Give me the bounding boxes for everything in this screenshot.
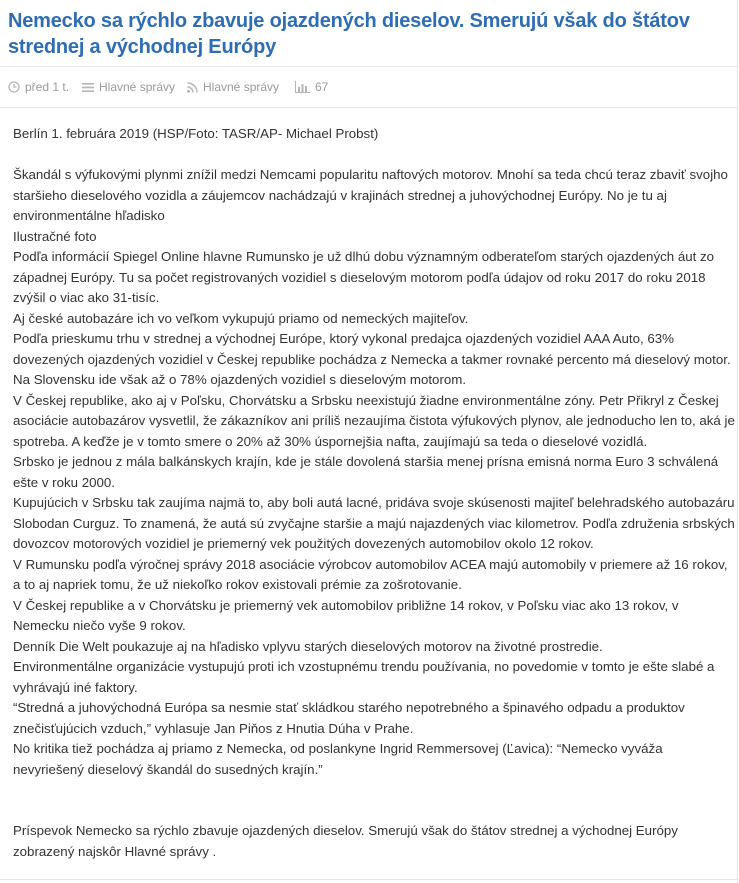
article-meta — [0, 67, 737, 108]
body-paragraph: Kupujúcich v Srbsku tak zaujíma najmä to, aby boli autá lacné, pridáva svoje skúsenosti majiteľ belehradského autobazáru Slobodan Curguz. To znamená, že autá sú zvyčajne staršie a majú najazdených viac kilometrov. Podľa združenia srbských dovozcov motorových vozidiel je priemerný vek použitých dovezených automobilov okolo 12 rokov. — [13, 495, 735, 551]
meta-feed-label[interactable]: Hlavné správy — [203, 80, 280, 94]
meta-views — [295, 80, 328, 94]
body-paragraph: V Rumunsku podľa výročnej správy 2018 asociácie výrobcov automobilov ACEA majú automobily v priemere až 16 rokov, a to aj napriek tomu, že už niekoľko rokov existovali prémie za zošrotovanie. — [13, 556, 728, 592]
bar-chart-icon — [295, 81, 310, 93]
article-header — [0, 0, 737, 67]
paragraph-spacer — [13, 801, 735, 822]
meta-feed-link[interactable] — [187, 80, 279, 94]
paragraph-spacer — [13, 780, 735, 801]
photo-caption: Ilustračné foto — [13, 228, 97, 244]
body-paragraph: Podľa informácií Spiegel Online hlavne Rumunsko je už dlhú dobu významným odberateľom starých ojazdených áut zo západnej Európy. Tu sa počet registrovaných vozidiel s dieselovým motorom podľa údajov od roku 2017 do roku 2018 zvýšil o viac ako 31-tisíc. — [13, 249, 715, 305]
content-border — [0, 879, 737, 880]
body-paragraph: V Českej republike, ako aj v Poľsku, Chorvátsku a Srbsku neexistujú žiadne environmentálne zóny. Petr Přikryl z Českej asociácie autobazárov vysvetlil, že zákazníkov ani príliš nezaujíma čistota výfukových plynov, ale jednoducho len to, aká je spotreba. A keďže je v tomto smere o 20% až 30% úspornejšia nafta, zaujímajú sa teda o dieselové vozidlá. — [13, 392, 735, 449]
rss-icon — [187, 82, 198, 93]
body-paragraph: Škandál s výfukovými plynmi znížil medzi Nemcami popularitu naftových motorov. Mnohí sa teda chcú teraz zbaviť svojho staršieho dieselového vozidla a záujemcov nachádzajú v krajinách strednej a juhovýchodnej Európy. No je tu aj environmentálne hľadisko — [13, 167, 728, 223]
article-dateline: Berlín 1. februára 2019 (HSP/Foto: TASR/AP- Michael Probst) — [13, 126, 379, 141]
body-paragraph: Environmentálne organizácie vystupujú proti ich vzostupnému trendu používania, no povedomie v tomto je ešte slabé a vyhrávajú iné faktory. — [13, 659, 715, 695]
article-title[interactable]: Nemecko sa rýchlo zbavuje ojazdených dieselov. Smerujú však do štátov strednej a východnej Európy — [8, 10, 690, 58]
body-paragraph: No kritika tiež pochádza aj priamo z Nemecka, od poslankyne Ingrid Remmersovej (Ľavica): “Nemecko vyváža nevyriešený dieselový škandál do susedných krajín.” — [13, 741, 663, 777]
meta-category-label[interactable]: Hlavné správy — [99, 80, 176, 94]
meta-views-count: 67 — [315, 80, 329, 94]
meta-time-label: před 1 t. — [25, 80, 70, 94]
body-paragraph: Denník Die Welt poukazuje aj na hľadisko vplyvu starých dieselových motorov na životné prostredie. — [13, 638, 603, 654]
body-paragraph: Srbsko je jednou z mála balkánskych krajín, kde je stále dovolená staršia menej prísna emisná norma Euro 3 schválená ešte v roku 2000. — [13, 454, 719, 490]
article-footer-note: Príspevok Nemecko sa rýchlo zbavuje ojazdených dieselov. Smerujú však do štátov strednej a východnej Európy zobrazený najskôr Hlavné správy . — [13, 823, 678, 859]
meta-category-link[interactable] — [82, 80, 175, 94]
content-border — [737, 0, 738, 883]
article-body — [13, 124, 735, 862]
body-paragraph: “Stredná a juhovýchodná Európa sa nesmie stať skládkou starého nepotrebného a špinavého odpadu a produktov znečisťujúcich vzduch,” vyhlasuje Jan Piňos z Hnutia Dúha v Prahe. — [13, 700, 685, 736]
list-icon — [82, 82, 94, 93]
body-paragraph: V Českej republike a v Chorvátsku je priemerný vek automobilov približne 14 rokov, v Poľsku viac ako 13 rokov, v Nemecku niečo vyše 9 rokov. — [13, 597, 679, 633]
meta-time — [8, 80, 69, 94]
paragraph-spacer — [13, 145, 735, 166]
body-paragraph: Aj české autobazáre ich vo veľkom vykupujú priamo od nemeckých majiteľov. — [13, 310, 469, 326]
clock-icon — [8, 81, 20, 93]
body-paragraph: Podľa prieskumu trhu v strednej a východnej Európe, ktorý vykonal predajca ojazdených vozidiel AAA Auto, 63% dovezených ojazdených vozidiel v Českej republike pochádza z Nemecka a takmer rovnaké percento má dieselový motor. Na Slovensku ide však až o 78% ojazdených vozidiel s dieselovým motorom. — [13, 331, 731, 387]
